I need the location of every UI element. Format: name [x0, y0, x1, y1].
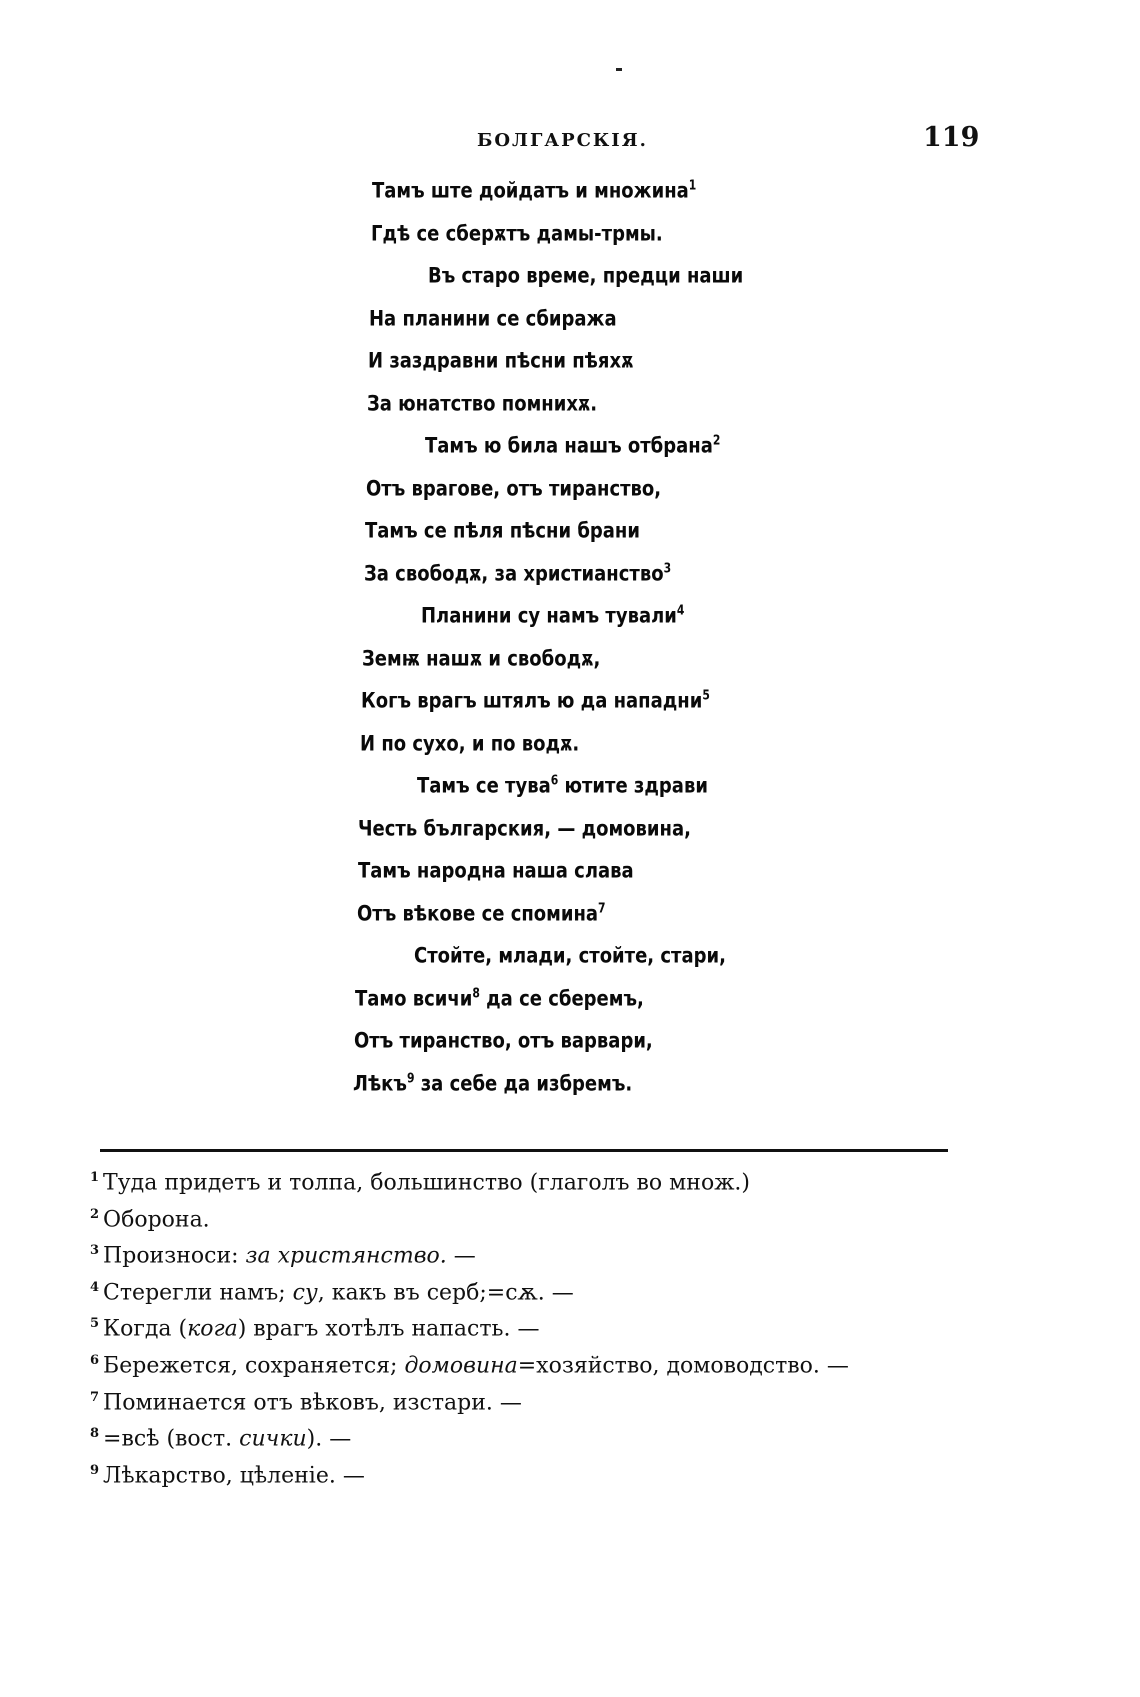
poem-line [360, 730, 579, 756]
footnote-text: ) врагъ хотѣлъ напасть. — [237, 1316, 540, 1342]
poem-line-text: Тамъ се пѣля пѣсни брани [365, 517, 640, 543]
footnote-text: Лѣкарство, цѣленіе. — [103, 1463, 365, 1489]
page-number: 119 [923, 122, 980, 153]
footnote-reference: 9 [406, 1069, 415, 1085]
footnote-text: кога [187, 1316, 238, 1342]
poem-line [417, 772, 708, 798]
poem-line-text: Тамъ се тува [417, 772, 551, 798]
poem-line-text: Земѭ нашѫ и свободѫ, [362, 644, 601, 671]
footnote-text: — [446, 1243, 476, 1269]
poem-line-text: Тамъ ю била нашъ отбрана [425, 432, 713, 458]
poem-line-tail: ютите здрави [558, 772, 708, 798]
poem-line [368, 347, 633, 373]
poem-line [354, 1027, 653, 1053]
poem-line [353, 1070, 632, 1096]
poem-line-tail: да се сберемъ, [479, 984, 644, 1011]
footnote-mark: 9 [90, 1462, 100, 1478]
poem-line-text: Стойте, млади, стойте, стари, [414, 942, 726, 968]
poem-line [371, 220, 663, 246]
footnote-reference: 3 [663, 559, 672, 575]
poem-line-text: За юнатство помнихѫ. [367, 389, 598, 416]
poem-line-text: И по сухо, и по водѫ. [360, 729, 580, 756]
poem-line-tail: за себе да избремъ. [414, 1069, 633, 1096]
running-title: БОЛГАРСКІЯ. [477, 130, 648, 151]
poem-line-text: Тамъ народна наша слава [358, 857, 634, 883]
footnote-reference: 6 [550, 772, 559, 788]
footnote-rule [100, 1149, 948, 1152]
footnote-reference: 4 [676, 602, 685, 618]
footnote-text: за христянство. [245, 1243, 447, 1269]
footnote-mark: 2 [90, 1206, 100, 1222]
footnote-text: домовина [404, 1353, 518, 1379]
poem-line-text: Тамъ ште дойдатъ и множина [372, 177, 689, 203]
poem-line [369, 305, 617, 331]
footnote-text: су [292, 1280, 318, 1306]
footnote-reference: 5 [702, 687, 710, 703]
poem-line [364, 560, 671, 586]
footnote-mark: 5 [90, 1316, 100, 1332]
footnote [90, 1463, 365, 1488]
poem-line-text: Отъ вѣкове се спомина [357, 899, 599, 926]
poem-line [372, 177, 696, 203]
footnote-text: , какъ въ серб;=сѫ. — [317, 1280, 574, 1306]
footnote-text: ). — [306, 1426, 352, 1452]
poem-line [358, 857, 634, 883]
footnote [90, 1170, 750, 1195]
footnote-mark: 6 [90, 1353, 100, 1368]
footnote-text: Бережется, сохраняется; [103, 1353, 405, 1379]
footnote-text: сички [239, 1426, 307, 1452]
footnote [90, 1353, 849, 1378]
poem-line [367, 390, 597, 416]
footnote-reference: 7 [598, 899, 606, 915]
footnote-text: Произноси: [103, 1243, 246, 1269]
poem-line [355, 985, 644, 1011]
footnote-mark: 4 [90, 1279, 100, 1295]
poem-line-text: На планини се сбиража [369, 304, 617, 331]
footnote-reference: 1 [688, 177, 697, 193]
poem-line [358, 815, 691, 841]
footnote-text: =хозяйство, домоводство. — [517, 1353, 849, 1379]
poem-line [428, 262, 743, 288]
footnote-text: Туда придетъ и толпа, большинство (глаголъ во множ.) [103, 1170, 751, 1196]
poem-line [361, 687, 710, 713]
poem-line [366, 475, 661, 501]
poem-line [421, 602, 684, 628]
footnote-reference: 2 [712, 432, 721, 448]
poem-line [362, 645, 600, 671]
print-speck [616, 68, 622, 71]
footnote-text: Оборона. [103, 1206, 210, 1232]
footnote-mark: 7 [90, 1389, 100, 1405]
footnote [90, 1426, 351, 1451]
poem-line-text: Честь българския, — домовина, [358, 814, 691, 841]
poem-line-text: Гдѣ се сберѫтъ дамы-трмы. [371, 219, 663, 246]
footnote-mark: 8 [90, 1426, 100, 1442]
poem-line-text: Когъ врагъ штялъ ю да нападни [361, 687, 703, 713]
footnote-text: Поминается отъ вѣковъ, изстари. — [103, 1389, 522, 1415]
poem-line [414, 942, 726, 968]
footnote [90, 1207, 210, 1232]
poem-line-text: Въ старо време, предци наши [428, 262, 744, 288]
footnote-text: Стерегли намъ; [103, 1280, 293, 1306]
footnote-mark: 3 [90, 1243, 100, 1259]
poem-line-text: Лѣкъ [353, 1069, 407, 1096]
poem-line [425, 432, 720, 458]
footnote-text: =всѣ (вост. [103, 1426, 240, 1452]
poem-line [357, 900, 606, 926]
poem-line-text: Планини су намъ тували [421, 602, 677, 628]
footnote-text: Когда ( [103, 1316, 188, 1342]
footnote [90, 1243, 476, 1268]
poem-line-text: За свободѫ, за христианство [364, 559, 664, 586]
footnote [90, 1280, 574, 1305]
poem-line-text: И заздравни пѣсни пѣяхѫ [368, 347, 634, 373]
poem-line-text: Отъ тиранство, отъ варвари, [354, 1027, 653, 1053]
footnote-reference: 8 [472, 984, 480, 1000]
footnote [90, 1390, 522, 1415]
poem-line [365, 517, 640, 543]
poem-line-text: Отъ врагове, отъ тиранство, [366, 474, 662, 501]
poem-line-text: Тамо всичи [355, 984, 473, 1011]
footnote-mark: 1 [90, 1170, 100, 1185]
footnote [90, 1316, 539, 1341]
